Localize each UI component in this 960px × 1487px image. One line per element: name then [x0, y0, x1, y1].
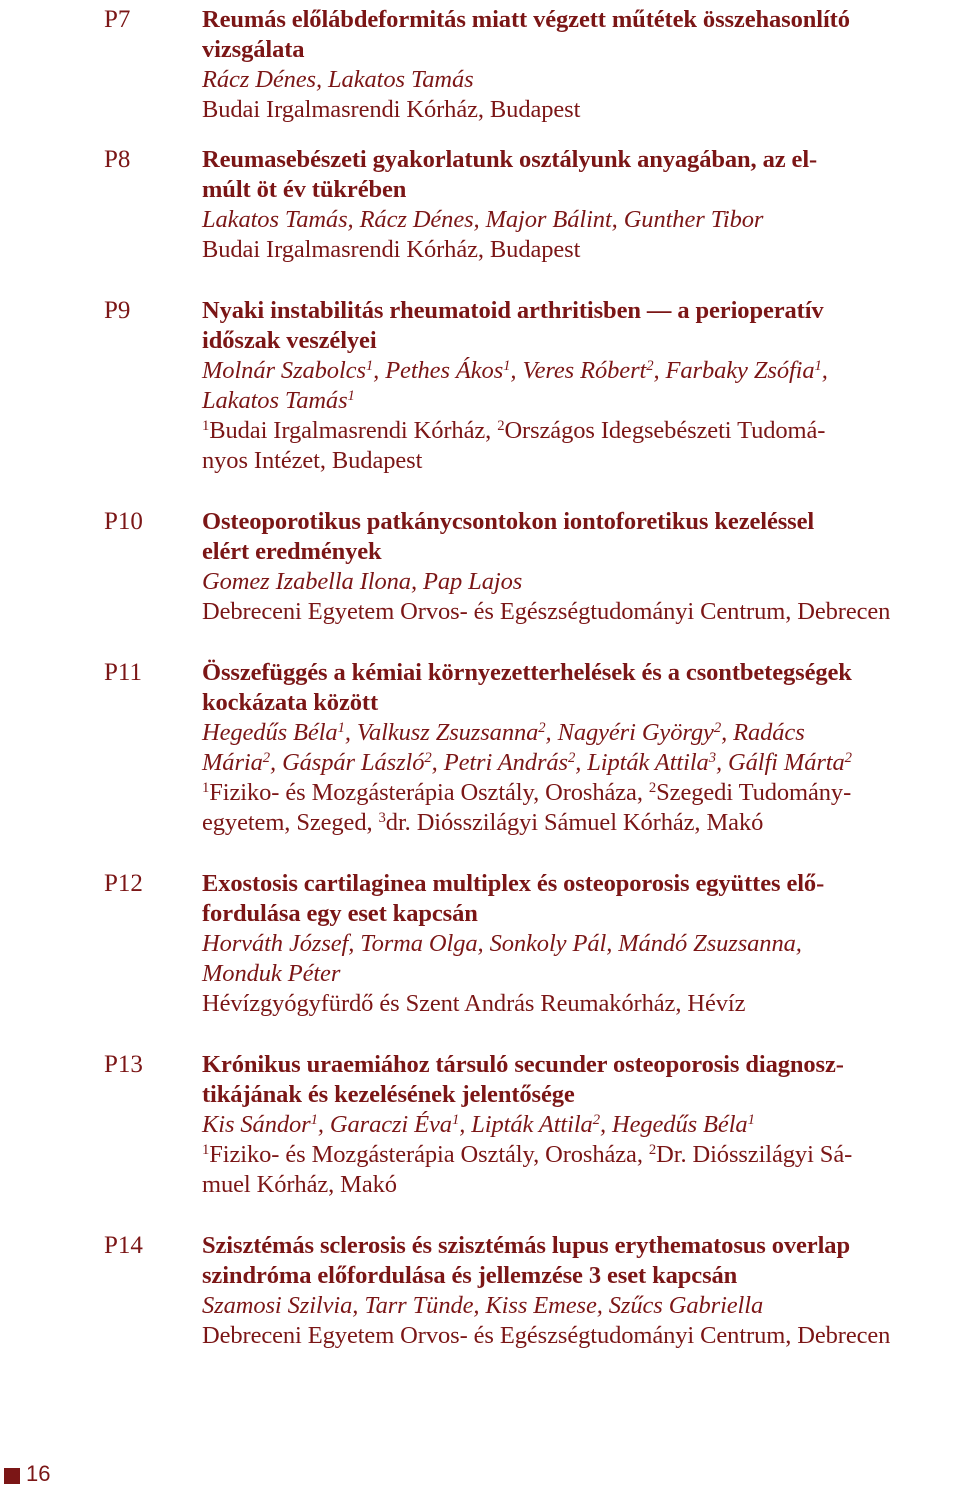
footer-square-marker: [4, 1468, 20, 1484]
poster-body: [202, 296, 960, 476]
poster-body: [202, 507, 960, 627]
poster-code: P13: [104, 1051, 143, 1078]
poster-affiliation-line: muel Kórház, Makó: [202, 1171, 397, 1198]
poster-title-line: tikájának és kezelésének jelentősége: [202, 1081, 575, 1108]
poster-affiliation-line: Budai Irgalmasrendi Kórház, Budapest: [202, 96, 581, 123]
poster-affiliation-line: $^1$Budai Irgalmasrendi Kórház, $^2$Országos Idegsebészeti Tudomá-: [202, 417, 826, 444]
poster-title-line: vizsgálata: [202, 36, 305, 63]
poster-affiliation-line: Hévízgyógyfürdő és Szent András Reumakórház, Hévíz: [202, 990, 746, 1017]
poster-code: P11: [104, 659, 142, 686]
poster-title-line: Összefüggés a kémiai környezetterhelések és a csontbetegségek: [202, 659, 852, 686]
poster-title-line: Reumás előlábdeformitás miatt végzett műtétek összehasonlító: [202, 6, 850, 33]
poster-authors-line: Horváth József, Torma Olga, Sonkoly Pál, Mándó Zsuzsanna,: [202, 930, 802, 957]
poster-title-line: Osteoporotikus patkánycsontokon iontoforetikus kezeléssel: [202, 508, 815, 535]
poster-affiliation-line: $^1$Fiziko- és Mozgásterápia Osztály, Orosháza, $^2$Dr. Diósszilágyi Sá-: [202, 1141, 853, 1168]
poster-affiliation-line: Debreceni Egyetem Orvos- és Egészségtudományi Centrum, Debrecen: [202, 598, 891, 625]
poster-code: P14: [104, 1232, 143, 1259]
poster-body: [202, 1231, 960, 1351]
page-number: 16: [26, 1461, 51, 1486]
poster-authors-line: Molnár Szabolcs$^1$, Pethes Ákos$^1$, Veres Róbert$^2$, Farbaky Zsófia$^1$,: [202, 357, 828, 384]
poster-body: [202, 1050, 960, 1200]
poster-affiliation-line: Budai Irgalmasrendi Kórház, Budapest: [202, 236, 581, 263]
poster-affiliation-line: $^1$Fiziko- és Mozgásterápia Osztály, Orosháza, $^2$Szegedi Tudomány-: [202, 779, 852, 806]
poster-title-line: szindróma előfordulása és jellemzése 3 eset kapcsán: [202, 1262, 738, 1289]
poster-title-line: időszak veszélyei: [202, 327, 377, 354]
poster-code: P10: [104, 508, 143, 535]
poster-title-line: Krónikus uraemiához társuló secunder osteoporosis diagnosz-: [202, 1051, 844, 1078]
poster-title-line: Nyaki instabilitás rheumatoid arthritisben — a perioperatív: [202, 297, 824, 324]
poster-code: P8: [104, 146, 131, 173]
poster-title-line: elért eredmények: [202, 538, 382, 565]
poster-body: [202, 658, 960, 838]
poster-authors-line: Lakatos Tamás, Rácz Dénes, Major Bálint, Gunther Tibor: [202, 206, 764, 233]
poster-authors-line: Szamosi Szilvia, Tarr Tünde, Kiss Emese, Szűcs Gabriella: [202, 1292, 764, 1319]
poster-authors-line: Mária$^2$, Gáspár László$^2$, Petri András$^2$, Lipták Attila$^3$, Gálfi Márta$^2$: [202, 749, 852, 776]
poster-affiliation-line: nyos Intézet, Budapest: [202, 447, 423, 474]
poster-title-line: fordulása egy eset kapcsán: [202, 900, 478, 927]
poster-title-line: Szisztémás sclerosis és szisztémás lupus erythematosus overlap: [202, 1232, 850, 1259]
poster-authors-line: Kis Sándor$^1$, Garaczi Éva$^1$, Lipták Attila$^2$, Hegedűs Béla$^1$: [202, 1111, 755, 1138]
poster-authors-line: Gomez Izabella Ilona, Pap Lajos: [202, 568, 523, 595]
poster-title-line: Exostosis cartilaginea multiplex és osteoporosis együttes elő-: [202, 870, 825, 897]
poster-authors-line: Lakatos Tamás$^1$: [202, 387, 355, 414]
poster-title-line: Reumasebészeti gyakorlatunk osztályunk anyagában, az el-: [202, 146, 818, 173]
poster-body: [202, 5, 960, 125]
poster-authors-line: Monduk Péter: [202, 960, 341, 987]
poster-title-line: múlt öt év tükrében: [202, 176, 407, 203]
poster-code: P9: [104, 297, 131, 324]
poster-affiliation-line: Debreceni Egyetem Orvos- és Egészségtudományi Centrum, Debrecen: [202, 1322, 891, 1349]
poster-code: P7: [104, 6, 131, 33]
poster-authors-line: Rácz Dénes, Lakatos Tamás: [202, 66, 474, 93]
poster-title-line: kockázata között: [202, 689, 379, 716]
poster-body: [202, 869, 960, 1019]
poster-affiliation-line: egyetem, Szeged, $^3$dr. Diósszilágyi Sámuel Kórház, Makó: [202, 809, 764, 836]
poster-body: [202, 145, 960, 265]
poster-authors-line: Hegedűs Béla$^1$, Valkusz Zsuzsanna$^2$, Nagyéri György$^2$, Radács: [202, 719, 805, 746]
poster-code: P12: [104, 870, 143, 897]
